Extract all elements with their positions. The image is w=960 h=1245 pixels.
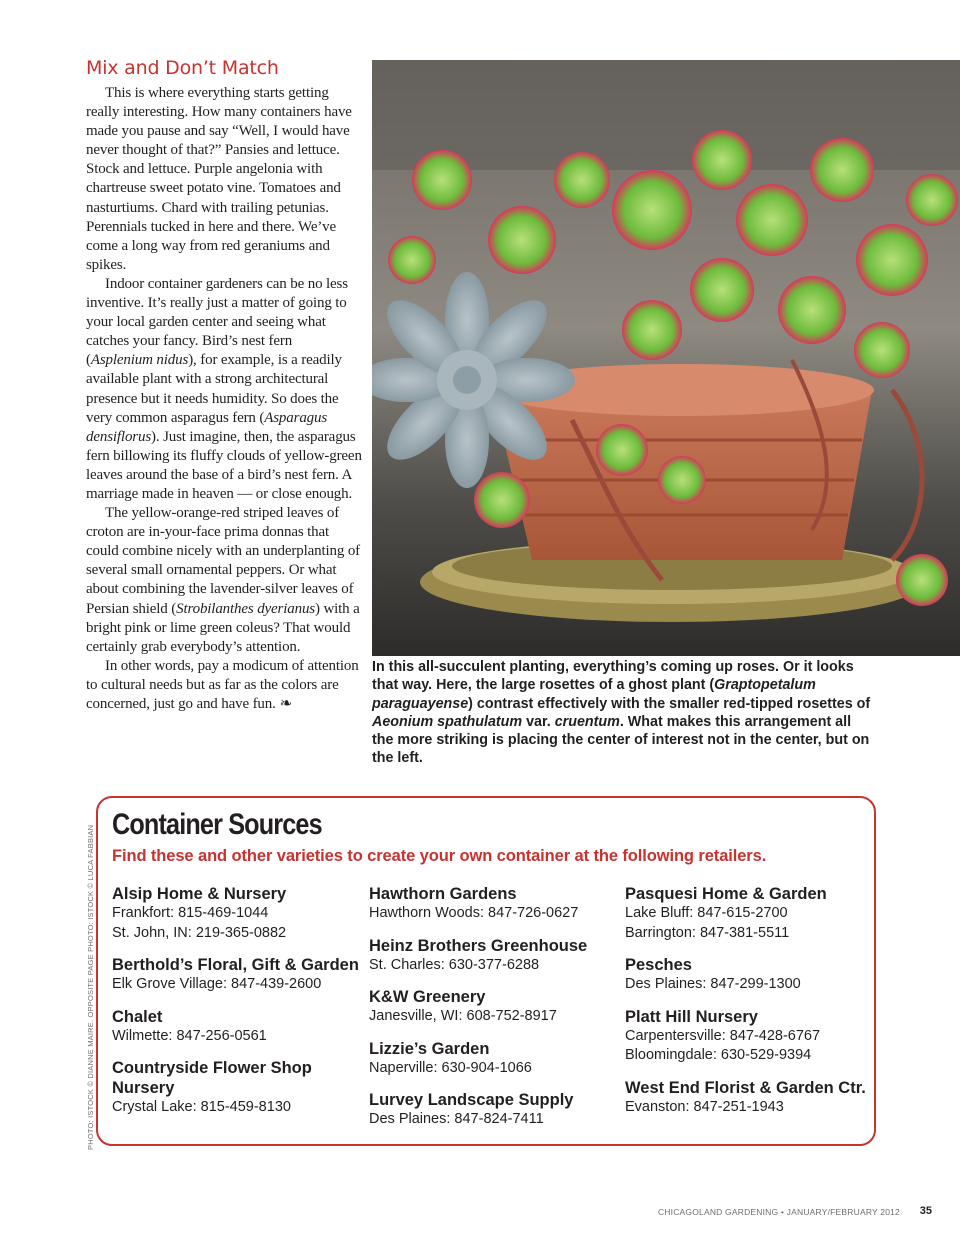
retailer-entry [369, 987, 619, 1027]
footer-separator: • [780, 1207, 785, 1217]
photo-credit: PHOTO: ISTOCK © DIANNE MAIRE. OPPOSITE PAGE PHOTO: ISTOCK © LUCA FABBIAN [86, 824, 95, 1150]
retailer-name: Pasquesi Home & Garden [625, 885, 827, 903]
species-name: Asparagus densiflorus [86, 409, 328, 445]
retailer-entry [112, 1058, 362, 1118]
retailer-entry [625, 1007, 875, 1066]
retailer-location-phone: St. John, IN: 219-365-0882 [112, 924, 287, 941]
retailer-name: Lizzie’s Garden [369, 1039, 490, 1058]
retailer-location-phone: Lake Bluff: 847-615-2700 [625, 905, 788, 921]
retailer-entry [369, 1090, 619, 1130]
retailer-name: Alsip Home & Nursery [112, 885, 287, 903]
article-body [86, 84, 362, 714]
retailer-entry [112, 1007, 362, 1047]
photo-caption: In this all-succulent planting, everything’s coming up roses. Or it looks that way. Here, the large rosettes of a ghost plant (Graptopetalum paraguayense) contrast effectively with the smaller red-tipped rosettes of Aeonium spathulatum var. cruentum. What makes this arrangement all the more striking is placing the center of interest not in the center, but on the left. [372, 659, 871, 767]
species-name: Strobilanthes dyerianus [176, 600, 315, 617]
end-mark-icon: ❧ [279, 696, 293, 712]
retailer-name: Berthold’s Floral, Gift & Garden [112, 956, 359, 974]
retailer-location-phone: Des Plaines: 847-824-7411 [369, 1111, 544, 1127]
retailer-location-phone: Barrington: 847-381-5511 [625, 924, 790, 941]
retailer-location-phone: Janesville, WI: 608-752-8917 [369, 1008, 557, 1024]
sources-column-2 [369, 884, 619, 1142]
retailer-entry [625, 884, 875, 943]
retailer-name: Lurvey Landscape Supply [369, 1091, 574, 1109]
species-name: cruentum [554, 713, 620, 730]
article-paragraph-2: Indoor container gardeners can be no less inventive. It’s really just a matter of going to your local garden center and seeing what catches your fancy. Bird’s nest fern (Asplenium nidus), for example, is a readily available plant with a strong architectural presence but it needs humidity. So does the very common asparagus fern (Asparagus densiflorus). Just imagine, then, the asparagus fern billowing its fluffy clouds of yellow-green leaves around the base of a bird’s nest fern. A marriage made in heaven — or close enough. [86, 275, 362, 502]
page-footer [658, 1207, 900, 1217]
retailer-entry [369, 1039, 619, 1079]
retailer-name: Pesches [625, 956, 692, 974]
issue-date: JANUARY/FEBRUARY 2012 [786, 1207, 900, 1217]
retailer-entry [625, 955, 875, 995]
retailer-name: Heinz Brothers Greenhouse [369, 936, 588, 955]
species-name: Graptopetalum paraguayense [372, 677, 816, 712]
species-name: Asplenium nidus [90, 352, 189, 369]
article-paragraph-3: The yellow-orange-red striped leaves of croton are in-your-face prima donnas that could combine nicely with an underplanting of several small ornamental peppers. Or what about combining the lavender-silver leaves of Persian shield (Strobilanthes dyerianus) with a bright pink or lime green coleus? That would certainly grab everybody’s attention. [86, 505, 361, 655]
sources-subtitle: Find these and other varieties to create your own container at the following retailers. [112, 847, 767, 865]
retailer-name: Countryside Flower Shop Nursery [112, 1059, 312, 1097]
retailer-location-phone: Frankfort: 815-469-1044 [112, 905, 269, 921]
retailer-entry [369, 936, 619, 976]
retailer-name: West End Florist & Garden Ctr. [625, 1078, 866, 1097]
publication-name: CHICAGOLAND GARDENING [657, 1207, 779, 1217]
retailer-entry [112, 884, 362, 943]
article-heading: Mix and Don’t Match [86, 57, 279, 79]
retailer-location-phone: Bloomingdale: 630-529-9394 [625, 1047, 812, 1063]
retailer-entry [369, 884, 619, 924]
retailer-location-phone: Elk Grove Village: 847-439-2600 [112, 976, 322, 992]
article-paragraph-4: In other words, pay a modicum of attention to cultural needs but as far as the colors are concerned, just go and have fun. ❧ [86, 657, 359, 712]
retailer-entry [625, 1078, 875, 1118]
retailer-name: Platt Hill Nursery [625, 1007, 758, 1026]
sources-column-1 [112, 884, 362, 1130]
retailer-location-phone: Des Plaines: 847-299-1300 [625, 976, 801, 992]
retailer-location-phone: Crystal Lake: 815-459-8130 [112, 1099, 291, 1115]
retailer-location-phone: St. Charles: 630-377-6288 [369, 956, 540, 973]
article-paragraph-1: This is where everything starts getting really interesting. How many containers have made you pause and say “Well, I would have never thought of that?” Pansies and lettuce. Stock and lettuce. Purple angelonia with chartreuse sweet potato vine. Tomatoes and nasturtiums. Chard with trailing petunias. Perennials tucked in here and there. We’ve come a long way from red geraniums and spikes. [86, 85, 352, 273]
retailer-name: Hawthorn Gardens [369, 885, 517, 903]
succulent-photo [372, 60, 960, 656]
container-sources-box [96, 796, 876, 1146]
sources-column-3 [625, 884, 875, 1129]
retailer-location-phone: Hawthorn Woods: 847-726-0627 [369, 905, 579, 921]
retailer-location-phone: Wilmette: 847-256-0561 [112, 1027, 267, 1044]
sources-title: Container Sources [112, 808, 322, 841]
retailer-location-phone: Evanston: 847-251-1943 [625, 1098, 784, 1115]
retailer-location-phone: Naperville: 630-904-1066 [369, 1059, 532, 1076]
retailer-entry [112, 955, 362, 995]
retailer-name: Chalet [112, 1007, 163, 1026]
page-number: 35 [919, 1205, 932, 1217]
species-name: Aeonium spathulatum [372, 713, 523, 730]
retailer-name: K&W Greenery [369, 988, 486, 1006]
retailer-location-phone: Carpentersville: 847-428-6767 [625, 1027, 821, 1044]
